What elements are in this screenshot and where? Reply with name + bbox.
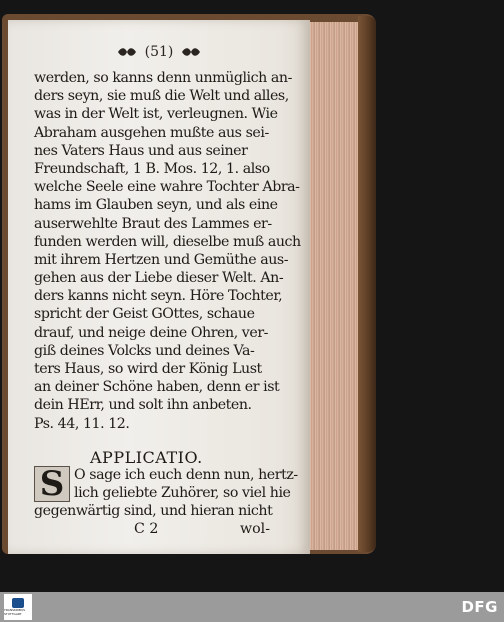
text-line: hams im Glauben seyn, und als eine: [34, 197, 278, 214]
text-line: Ps. 44, 11. 12.: [34, 415, 130, 432]
page-number: (51): [144, 44, 174, 60]
body-text: [34, 69, 301, 433]
text-line: spricht der Geist GOttes, schaue: [34, 306, 255, 323]
ornament-right-icon: [181, 47, 201, 57]
library-logo[interactable]: [4, 594, 32, 620]
library-logo-text: TRANSKRIBUS STUTTGART: [4, 608, 26, 616]
text-line: was in der Welt ist, verleugnen. Wie: [34, 106, 278, 123]
section-heading: APPLICATIO.: [90, 448, 203, 467]
text-line: ders seyn, sie muß die Welt und alles,: [34, 88, 289, 105]
text-line: Freundschaft, 1 B. Mos. 12, 1. also: [34, 160, 270, 177]
text-line: ters Haus, so wird der König Lust: [34, 361, 262, 377]
ornament-left-icon: [117, 47, 137, 57]
application-text: [34, 466, 298, 521]
dfg-logo[interactable]: DFG: [461, 598, 498, 616]
page-header: [8, 44, 310, 60]
text-line: gegenwärtig sind, und hieran nicht: [34, 503, 273, 520]
footer-bar: [0, 592, 504, 622]
drop-cap-letter: S: [39, 464, 65, 504]
text-line: welche Seele eine wahre Tochter Abra-: [34, 179, 300, 196]
text-line: Abraham ausgehen mußte aus sei-: [34, 124, 269, 141]
library-logo-icon: [12, 598, 24, 608]
signature-mark: C 2: [134, 521, 159, 537]
text-line: giß deines Volcks und deines Va-: [34, 342, 255, 359]
text-line: lich geliebte Zuhörer, so viel hie: [74, 485, 291, 502]
text-line: O sage ich euch denn nun, hertz-: [74, 467, 298, 483]
page-footer: [34, 521, 270, 537]
text-line: auserwehlte Braut des Lammes er-: [34, 215, 272, 232]
text-line: gehen aus der Liebe dieser Welt. An-: [34, 270, 284, 287]
text-line: an deiner Schöne haben, denn er ist: [34, 379, 280, 396]
text-line: mit ihrem Hertzen und Gemüthe aus-: [34, 251, 289, 268]
text-line: dein HErr, und solt ihn anbeten.: [34, 397, 252, 414]
cover-edge: [358, 16, 376, 552]
text-line: drauf, und neige deine Ohren, ver-: [34, 324, 268, 341]
catchword: wol-: [239, 521, 270, 537]
text-line: werden, so kanns denn unmüglich an-: [34, 70, 292, 86]
page-edges: [306, 22, 364, 550]
book-page: [8, 20, 310, 554]
text-line: ders kanns nicht seyn. Höre Tochter,: [34, 288, 283, 305]
text-line: nes Vaters Haus und aus seiner: [34, 142, 248, 159]
text-line: funden werden will, dieselbe muß auch: [34, 233, 301, 250]
